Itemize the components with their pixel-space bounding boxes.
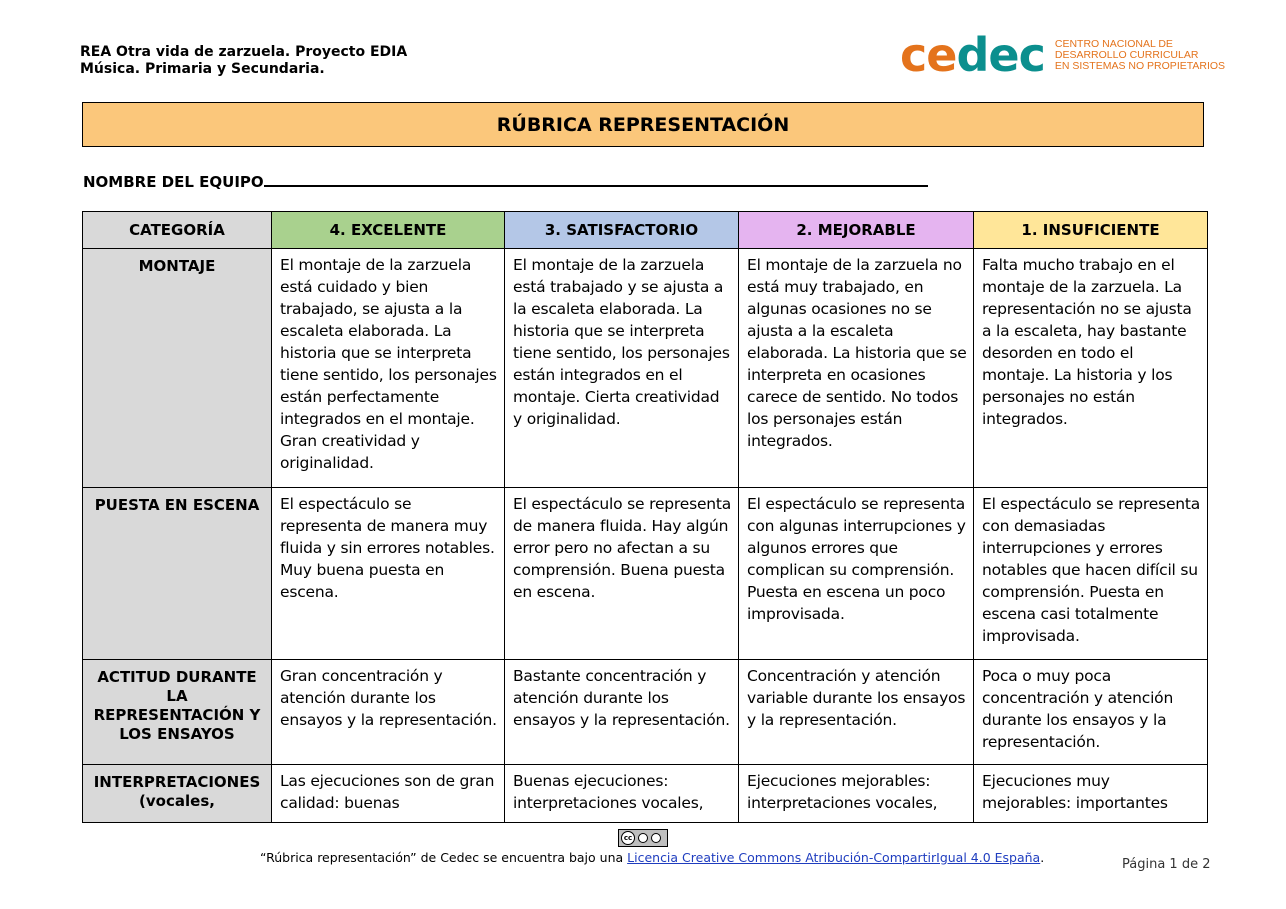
header-insuficiente: 1. INSUFICIENTE xyxy=(974,212,1208,249)
license-prefix: “Rúbrica representación” de Cedec se encuentra bajo una xyxy=(260,850,628,865)
header-category: CATEGORÍA xyxy=(83,212,272,249)
rubric-cell: Ejecuciones mejorables: interpretaciones vocales, xyxy=(739,765,974,823)
rubric-cell: Concentración y atención variable durante los ensayos y la representación. xyxy=(739,660,974,765)
table-row xyxy=(83,249,1208,488)
cc-by-icon xyxy=(638,833,648,843)
header-title: REA Otra vida de zarzuela. Proyecto EDIA xyxy=(80,44,408,60)
category-cell: INTERPRETACIONES (vocales, xyxy=(83,765,272,823)
category-cell: ACTITUD DURANTE LA REPRESENTACIÓN Y LOS ENSAYOS xyxy=(83,660,272,765)
rubric-cell: El montaje de la zarzuela está trabajado y se ajusta a la escaleta elaborada. La historia que se interpreta tiene sentido, los personajes están integrados en el montaje. Cierta creatividad y originalidad. xyxy=(505,249,739,488)
logo-sub-line: EN SISTEMAS NO PROPIETARIOS xyxy=(1054,59,1226,72)
category-cell: PUESTA EN ESCENA xyxy=(83,488,272,660)
table-row xyxy=(83,765,1208,823)
cc-sa-icon xyxy=(651,833,661,843)
rubric-cell: Las ejecuciones son de gran calidad: buenas xyxy=(272,765,505,823)
license-link[interactable]: Licencia Creative Commons Atribución-CompartirIgual 4.0 España xyxy=(627,850,1041,865)
license-suffix: . xyxy=(1040,850,1045,865)
team-name-blank-line xyxy=(264,171,928,187)
team-name-field xyxy=(83,171,928,191)
header-satisfactorio: 3. SATISFACTORIO xyxy=(505,212,739,249)
rubric-title: RÚBRICA REPRESENTACIÓN xyxy=(82,102,1204,147)
rubric-cell: El montaje de la zarzuela no está muy trabajado, en algunas ocasiones no se ajusta a la escaleta elaborada. La historia que se interpreta en ocasiones carece de sentido. No todos los personajes están integrados. xyxy=(739,249,974,488)
rubric-table xyxy=(82,211,1208,823)
cc-badge: cc xyxy=(621,831,635,845)
rubric-cell: El espectáculo se representa de manera fluida. Hay algún error pero no afectan a su comprensión. Buena puesta en escena. xyxy=(505,488,739,660)
logo-word-part-a: ce xyxy=(900,28,957,82)
document-header xyxy=(80,44,407,78)
logo-wordmark xyxy=(900,28,1045,82)
logo-sub-line: DESARROLLO CURRICULAR xyxy=(1054,48,1199,61)
rubric-cell: El espectáculo se representa con demasiadas interrupciones y errores notables que hacen difícil su comprensión. Puesta en escena casi totalmente improvisada. xyxy=(974,488,1208,660)
table-row xyxy=(83,488,1208,660)
table-header-row xyxy=(83,212,1208,249)
rubric-cell: El espectáculo se representa de manera muy fluida y sin errores notables. Muy buena puesta en escena. xyxy=(272,488,505,660)
rubric-cell: Falta mucho trabajo en el montaje de la zarzuela. La representación no se ajusta a la escaleta, hay bastante desorden en todo el montaje. La historia y los personajes no están integrados. xyxy=(974,249,1208,488)
cedec-logo xyxy=(900,30,1225,80)
category-cell: MONTAJE xyxy=(83,249,272,488)
rubric-cell: Poca o muy poca concentración y atención durante los ensayos y la representación. xyxy=(974,660,1208,765)
page-number: Página 1 de 2 xyxy=(1122,857,1211,872)
logo-word-part-b: dec xyxy=(956,28,1045,82)
rubric-cell: El espectáculo se representa con algunas interrupciones y algunos errores que complican su comprensión. Puesta en escena un poco improvisada. xyxy=(739,488,974,660)
header-mejorable: 2. MEJORABLE xyxy=(739,212,974,249)
creative-commons-icon xyxy=(618,829,668,847)
header-excelente: 4. EXCELENTE xyxy=(272,212,505,249)
logo-subtitle xyxy=(1055,39,1225,72)
rubric-cell: Bastante concentración y atención durante los ensayos y la representación. xyxy=(505,660,739,765)
rubric-cell: Gran concentración y atención durante los ensayos y la representación. xyxy=(272,660,505,765)
rubric-cell: El montaje de la zarzuela está cuidado y bien trabajado, se ajusta a la escaleta elaborada. La historia que se interpreta tiene sentido, los personajes están perfectamente integrados en el montaje. Gran creatividad y originalidad. xyxy=(272,249,505,488)
table-row xyxy=(83,660,1208,765)
header-subtitle: Música. Primaria y Secundaria. xyxy=(80,61,325,77)
team-name-label: NOMBRE DEL EQUIPO xyxy=(83,173,264,191)
rubric-cell: Buenas ejecuciones: interpretaciones vocales, xyxy=(505,765,739,823)
logo-sub-line: CENTRO NACIONAL DE xyxy=(1054,37,1173,50)
rubric-cell: Ejecuciones muy mejorables: importantes xyxy=(974,765,1208,823)
license-notice xyxy=(260,850,1044,865)
